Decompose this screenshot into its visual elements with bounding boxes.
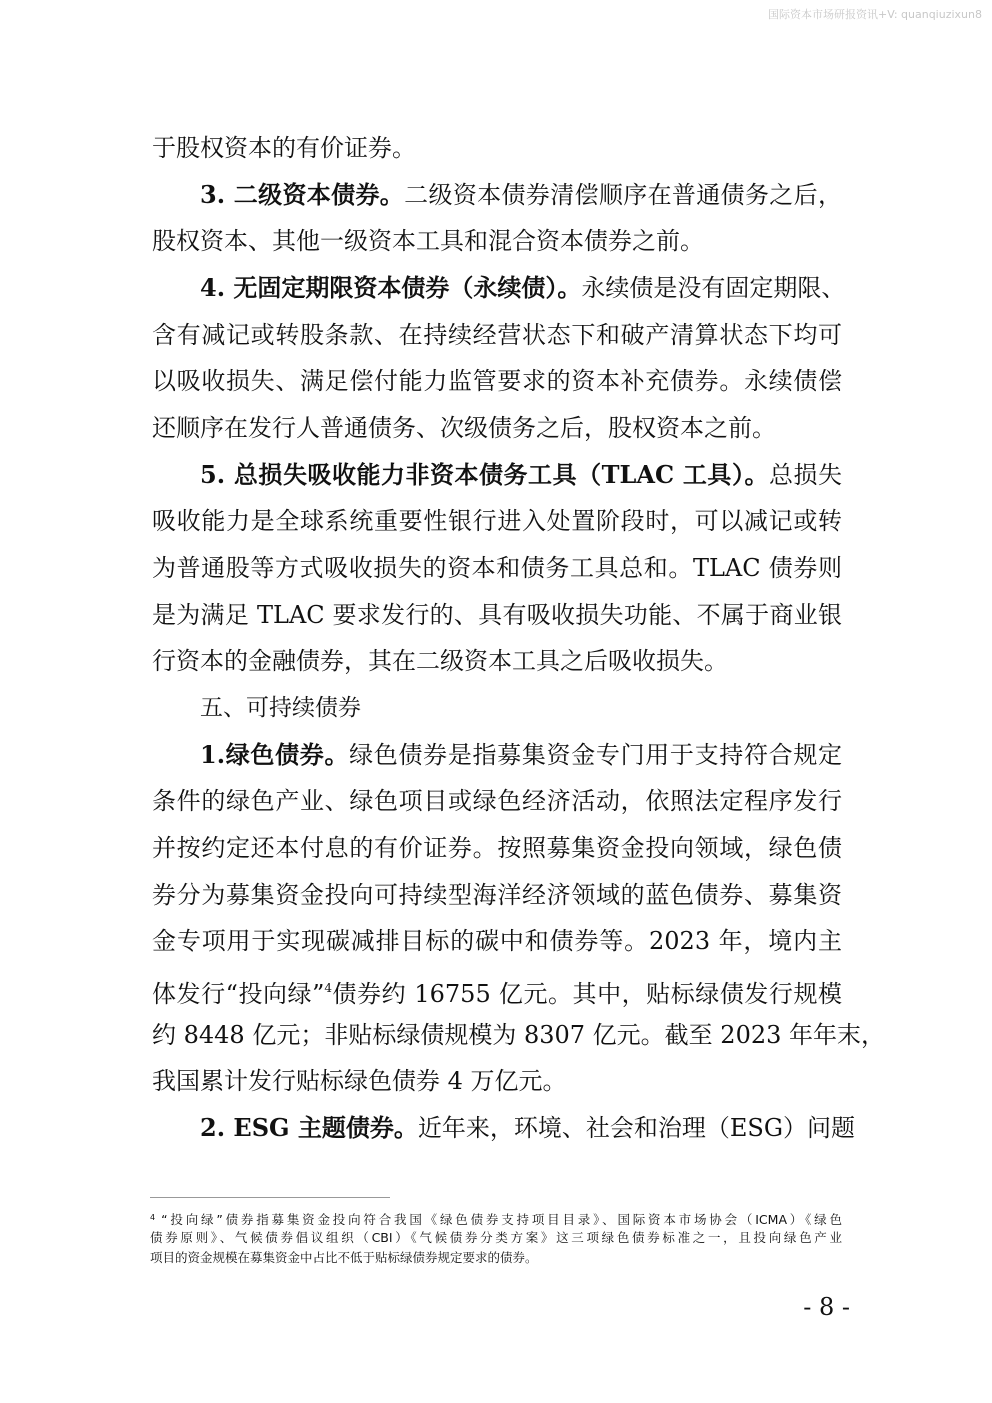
section-3-title: 3. 二级资本债券。 (200, 180, 405, 209)
section-3-line (200, 180, 842, 210)
green-bond-text: 绿色债券是指募集资金专门用于支持符合规定 (349, 741, 842, 769)
page-number: - 8 - (803, 1293, 850, 1321)
footnote-marker: 4 (150, 1213, 156, 1222)
paragraph-line: 券分为募集资金投向可持续型海洋经济领域的蓝色债券、募集资 (152, 881, 842, 909)
paragraph-line: 我国累计发行贴标绿色债券 4 万亿元。 (152, 1067, 567, 1095)
paragraph-line: 含有减记或转股条款、在持续经营状态下和破产清算状态下均可 (152, 321, 842, 349)
paragraph-line: 还顺序在发行人普通债务、次级债务之后，股权资本之前。 (152, 414, 776, 442)
green-bond-title: 1.绿色债券。 (200, 740, 350, 769)
esg-bond-title: 2. ESG 主题债券。 (200, 1113, 418, 1142)
green-bond-line (200, 740, 842, 770)
paragraph-line: 股权资本、其他一级资本工具和混合资本债券之前。 (152, 227, 704, 255)
esg-bond-text: 近年来，环境、社会和治理（ESG）问题 (417, 1114, 856, 1142)
paragraph-line: 行资本的金融债券，其在二级资本工具之后吸收损失。 (152, 647, 728, 675)
paragraph-line: 于股权资本的有价证券。 (152, 134, 416, 162)
watermark: 国际资本市场研报资讯+V: quanqiuzixun8 (767, 8, 982, 21)
paragraph-line: 并按约定还本付息的有价证券。按照募集资金投向领域，绿色债 (152, 834, 842, 862)
section-4-title: 4. 无固定期限资本债券（永续债）。 (200, 273, 582, 302)
paragraph-line: 是为满足 TLAC 要求发行的、具有吸收损失功能、不属于商业银 (152, 601, 842, 629)
footnote-divider (150, 1197, 390, 1198)
footnote-ref: 4 (324, 981, 333, 995)
text-span: 债券约 16755 亿元。其中，贴标绿债发行规模 (332, 980, 842, 1008)
section-4-line (200, 273, 846, 303)
paragraph-line: 以吸收损失、满足偿付能力监管要求的资本补充债券。永续债偿 (152, 367, 842, 395)
paragraph-line: 条件的绿色产业、绿色项目或绿色经济活动，依照法定程序发行 (152, 787, 842, 815)
paragraph-line: 约 8448 亿元；非贴标绿债规模为 8307 亿元。截至 2023 年年末， (152, 1021, 886, 1049)
text-span: 体发行“投向绿” (152, 980, 325, 1008)
footnote-line: 债券原则》、气候债券倡议组织（CBI）《气候债券分类方案》这三项绿色债券标准之一，且投向绿色产业 (150, 1230, 842, 1245)
section-3-text: 二级资本债券清偿顺序在普通债务之后， (404, 181, 842, 209)
paragraph-line: 金专项用于实现碳减排目标的碳中和债券等。2023 年，境内主 (152, 927, 842, 955)
footnote-text: “投向绿”债券指募集资金投向符合我国《绿色债券支持项目目录》、国际资本市场协会（ICMA）《绿色 (161, 1212, 842, 1227)
paragraph-line: 为普通股等方式吸收损失的资本和债务工具总和。TLAC 债券则 (152, 554, 842, 582)
paragraph-line (152, 973, 842, 1008)
section-5-title: 5. 总损失吸收能力非资本债务工具（TLAC 工具）。 (200, 460, 769, 489)
section-5-line (200, 460, 842, 490)
paragraph-line: 吸收能力是全球系统重要性银行进入处置阶段时，可以减记或转 (152, 507, 842, 535)
section-4-text: 永续债是没有固定期限、 (581, 274, 846, 302)
section-heading: 五、可持续债券 (200, 695, 361, 721)
footnote-line (150, 1208, 842, 1228)
esg-bond-line (200, 1113, 856, 1143)
footnote-line: 项目的资金规模在募集资金中占比不低于贴标绿债券规定要求的债券。 (150, 1250, 538, 1265)
section-5-text: 总损失 (768, 461, 842, 489)
